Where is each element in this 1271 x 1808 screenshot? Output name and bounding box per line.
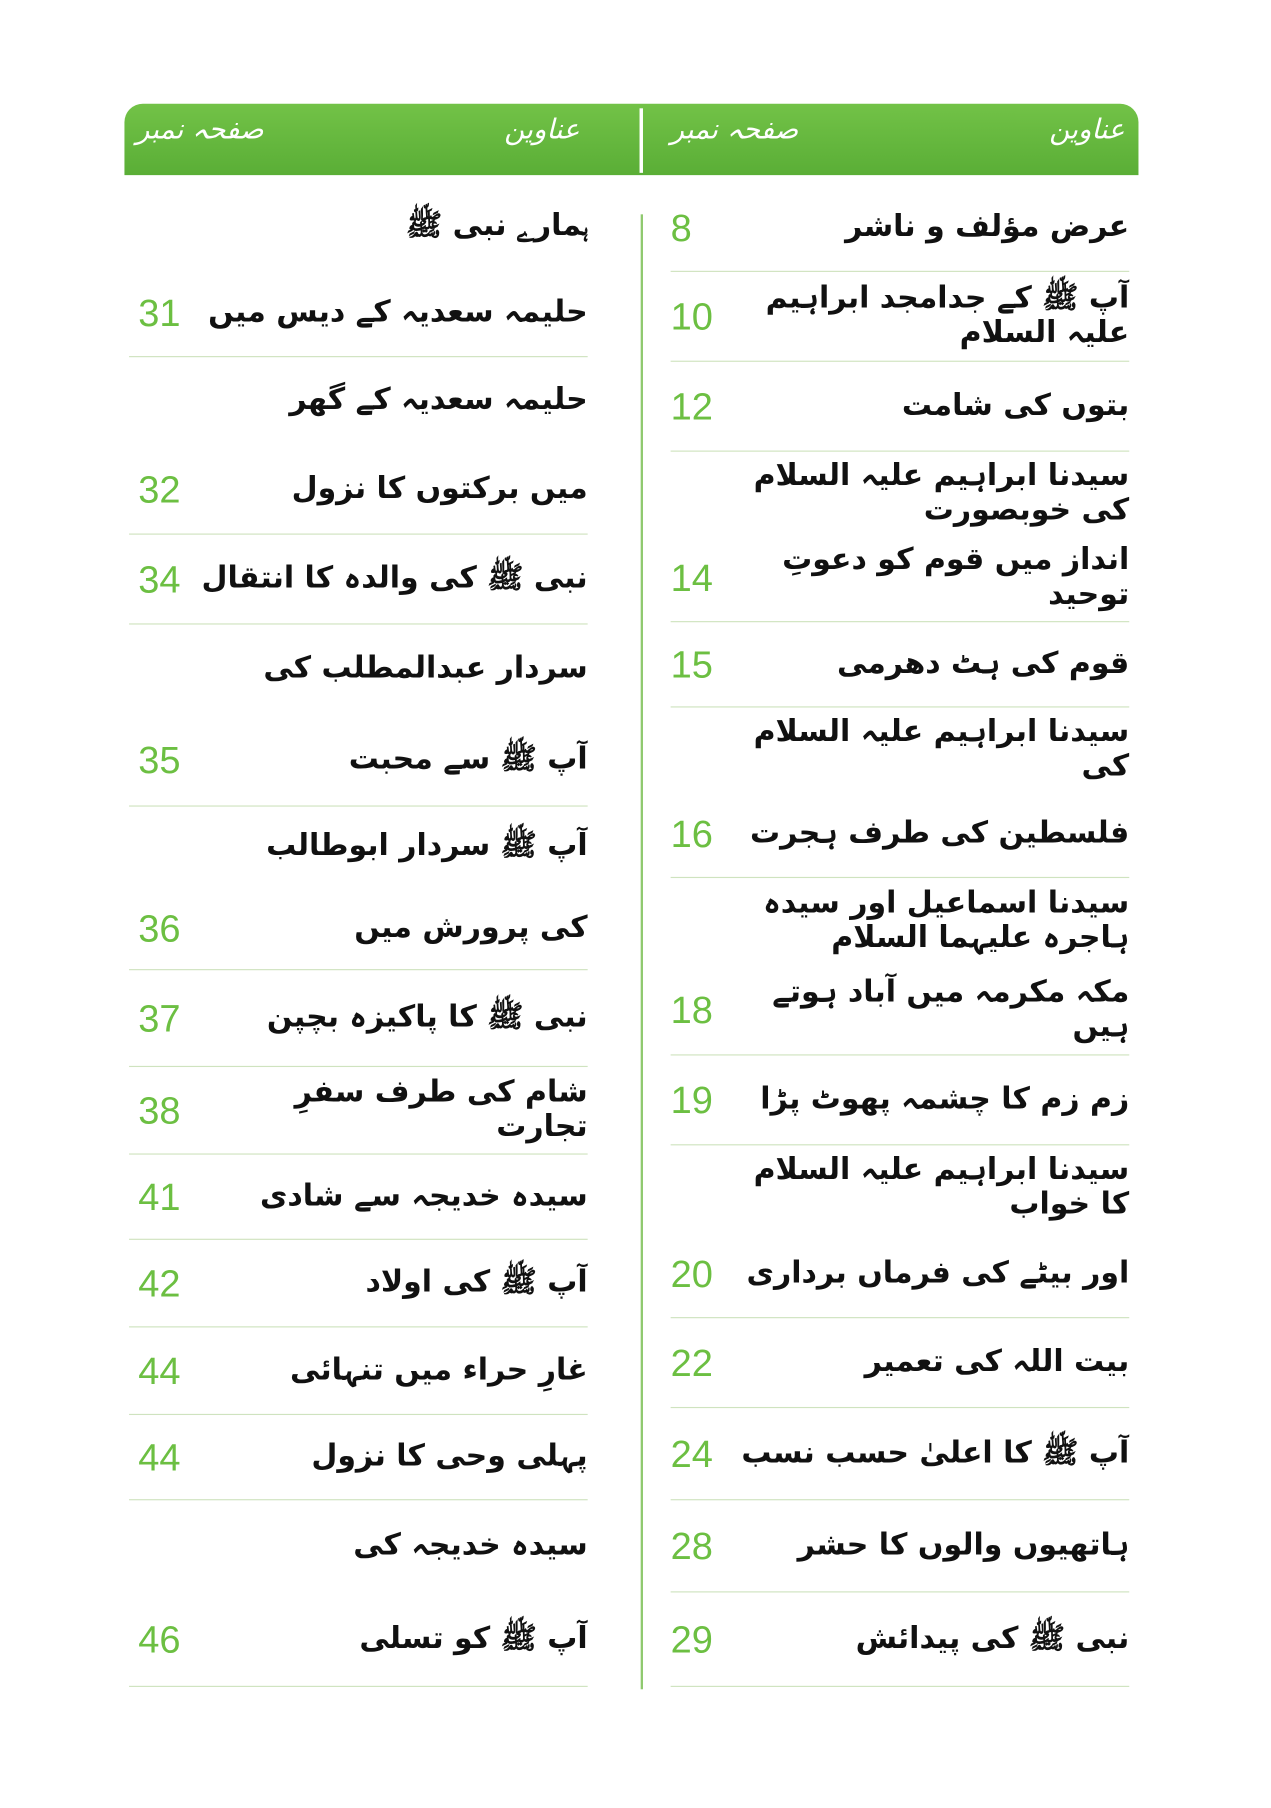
toc-entry-line bbox=[129, 1155, 588, 1239]
toc-entry-title: سیدنا ابراہیم علیہ السلام کی خوبصورت bbox=[753, 458, 1130, 528]
header-page-no-left: صفحہ نمبر bbox=[135, 112, 264, 146]
toc-page-number: 38 bbox=[138, 1088, 181, 1131]
toc-entry-title: انداز میں قوم کو دعوتِ توحید bbox=[782, 543, 1130, 613]
toc-entry-line bbox=[671, 792, 1130, 877]
toc-entry-line bbox=[671, 708, 1130, 793]
toc-entry-title: میں برکتوں کا نزول bbox=[291, 471, 588, 506]
toc-entry-title: ہمارے نبی ﷺ bbox=[406, 208, 588, 244]
toc-entry-line bbox=[671, 184, 1130, 270]
toc-entry-line bbox=[129, 1327, 588, 1413]
toc-entry-line bbox=[671, 878, 1130, 966]
toc-entry-title: کی پرورش میں bbox=[354, 910, 588, 945]
toc-entry[interactable] bbox=[671, 622, 1130, 707]
toc-entry-title: سردار عبدالمطلب کی bbox=[263, 651, 588, 686]
toc-entry-line bbox=[129, 270, 588, 356]
toc-page-number: 41 bbox=[138, 1174, 181, 1218]
toc-entry-title: پہلی وحی کا نزول bbox=[311, 1438, 588, 1474]
toc-entry-line bbox=[671, 362, 1130, 451]
toc-page-number: 34 bbox=[138, 557, 181, 600]
toc-page-number: 20 bbox=[670, 1252, 713, 1295]
toc-page-number: 32 bbox=[138, 467, 181, 511]
column-divider bbox=[641, 214, 643, 1689]
toc-entry[interactable] bbox=[129, 1240, 588, 1328]
toc-entry-line bbox=[671, 1592, 1130, 1685]
toc-entry-title: قوم کی ہٹ دھرمی bbox=[836, 645, 1130, 681]
toc-entry-title: سیدہ خدیجہ کی bbox=[353, 1528, 588, 1563]
toc-page-number: 10 bbox=[670, 294, 713, 338]
toc-page-number: 8 bbox=[670, 205, 692, 249]
toc-entry-title: آپ ﷺ کو تسلی bbox=[359, 1621, 588, 1656]
toc-entry-line bbox=[671, 1318, 1130, 1407]
toc-entry-title: فلسطین کی طرف ہجرت bbox=[749, 816, 1130, 851]
toc-entry[interactable] bbox=[129, 807, 588, 971]
header-titles-right: عناوین bbox=[1049, 112, 1125, 146]
toc-entry-line bbox=[671, 272, 1130, 361]
toc-entry-title: آپ ﷺ کی اولاد bbox=[365, 1264, 588, 1300]
toc-entry-line bbox=[129, 184, 588, 270]
toc-entry-line bbox=[129, 625, 588, 715]
toc-entry-line bbox=[129, 970, 588, 1066]
toc-entry-title: نبی ﷺ کی والدہ کا انتقال bbox=[201, 560, 588, 596]
toc-entry-title: نبی ﷺ کی پیدائش bbox=[855, 1620, 1130, 1656]
toc-page-number: 14 bbox=[670, 556, 713, 600]
toc-entry[interactable] bbox=[671, 1318, 1130, 1408]
toc-entry-title: شام کی طرف سفرِ تجارت bbox=[294, 1074, 588, 1144]
toc-entry[interactable] bbox=[671, 1145, 1130, 1318]
toc-entry-line bbox=[671, 1056, 1130, 1145]
toc-entry-line bbox=[129, 535, 588, 624]
toc-entry[interactable] bbox=[129, 1155, 588, 1240]
toc-entry[interactable] bbox=[129, 1327, 588, 1415]
toc-entry-line bbox=[671, 622, 1130, 706]
toc-page-number: 44 bbox=[138, 1435, 181, 1478]
toc-page-number: 22 bbox=[670, 1340, 713, 1384]
toc-entry[interactable] bbox=[671, 1500, 1130, 1592]
toc-page-number: 18 bbox=[670, 988, 713, 1032]
toc-page-number: 37 bbox=[138, 996, 181, 1039]
toc-entry-line bbox=[671, 1408, 1130, 1499]
toc-entry[interactable] bbox=[671, 1056, 1130, 1146]
toc-entry-title: بیت اللہ کی تعمیر bbox=[864, 1344, 1130, 1379]
toc-page-number: 19 bbox=[670, 1077, 713, 1121]
header-titles-left: عناوین bbox=[504, 112, 580, 146]
toc-page-number: 44 bbox=[138, 1348, 181, 1392]
toc-entry-line bbox=[129, 715, 588, 805]
toc-entry[interactable] bbox=[671, 1408, 1130, 1500]
toc-page-number: 35 bbox=[138, 738, 181, 781]
toc-entry[interactable] bbox=[129, 625, 588, 807]
toc-entry-title: سیدنا ابراہیم علیہ السلام کی bbox=[753, 714, 1130, 784]
toc-entry[interactable] bbox=[129, 184, 588, 357]
toc-entry-title: عرض مؤلف و ناشر bbox=[845, 209, 1130, 244]
toc-entry-line bbox=[129, 807, 588, 888]
toc-entry-line bbox=[671, 452, 1130, 537]
toc-page-number: 36 bbox=[138, 906, 181, 950]
toc-entry-title: غارِ حراء میں تنہائی bbox=[290, 1352, 588, 1387]
toc-entry-title: بتوں کی شامت bbox=[901, 387, 1130, 423]
toc-entry[interactable] bbox=[129, 1067, 588, 1155]
toc-entry-title: سیدنا ابراہیم علیہ السلام کا خواب bbox=[753, 1152, 1130, 1222]
toc-entry[interactable] bbox=[671, 272, 1130, 362]
toc-entry[interactable] bbox=[671, 362, 1130, 452]
toc-entry-title: مکہ مکرمہ میں آباد ہوتے ہیں bbox=[772, 974, 1130, 1044]
toc-entry-title: سیدنا اسماعیل اور سیدہ ہاجرہ علیہما السلام bbox=[763, 886, 1130, 956]
toc-page-number: 29 bbox=[670, 1617, 713, 1660]
toc-entry[interactable] bbox=[671, 708, 1130, 879]
toc-page-number: 24 bbox=[670, 1431, 713, 1475]
toc-entry-title: سیدہ خدیجہ سے شادی bbox=[259, 1178, 588, 1213]
toc-entry-line bbox=[129, 1067, 588, 1153]
toc-entry-title: نبی ﷺ کا پاکیزہ بچپن bbox=[266, 999, 588, 1035]
toc-entry[interactable] bbox=[129, 1415, 588, 1500]
toc-entry-line bbox=[129, 1500, 588, 1593]
toc-page-number: 28 bbox=[670, 1523, 713, 1567]
toc-entry-line bbox=[671, 1500, 1130, 1591]
toc-entry[interactable] bbox=[671, 184, 1130, 272]
toc-entry[interactable] bbox=[129, 357, 588, 534]
toc-entry-title: آپ ﷺ سے محبت bbox=[348, 741, 588, 777]
toc-page-number: 15 bbox=[670, 642, 713, 686]
toc-entry[interactable] bbox=[129, 1500, 588, 1687]
toc-entry-line bbox=[129, 357, 588, 445]
toc-page-number: 31 bbox=[138, 291, 181, 334]
toc-entry[interactable] bbox=[129, 970, 588, 1067]
toc-page-number: 46 bbox=[138, 1617, 181, 1661]
toc-entry-line bbox=[671, 1231, 1130, 1317]
toc-page-number: 16 bbox=[670, 812, 713, 856]
toc-entry-line bbox=[129, 888, 588, 969]
toc-entry-title: حلیمہ سعدیہ کے دیس میں bbox=[208, 294, 588, 330]
toc-entry-title: آپ ﷺ کے جدامجد ابراہیم علیہ السلام bbox=[765, 280, 1130, 350]
toc-entry-title: زم زم کا چشمہ پھوٹ پڑا bbox=[760, 1081, 1130, 1117]
toc-entry-title: حلیمہ سعدیہ کے گھر bbox=[289, 382, 588, 418]
toc-entry-title: آپ ﷺ سردار ابوطالب bbox=[266, 828, 588, 864]
contents-header-bar bbox=[124, 104, 1138, 175]
toc-entry-title: آپ ﷺ کا اعلیٰ حسب نسب bbox=[741, 1435, 1130, 1470]
toc-entry[interactable] bbox=[129, 535, 588, 625]
toc-entry-line bbox=[129, 1593, 588, 1686]
toc-entry-line bbox=[129, 445, 588, 533]
toc-page-number: 12 bbox=[670, 384, 713, 427]
toc-entry-line bbox=[671, 1145, 1130, 1231]
toc-entry-line bbox=[129, 1415, 588, 1499]
toc-entry[interactable] bbox=[671, 878, 1130, 1055]
header-divider bbox=[640, 108, 643, 173]
toc-entry-line bbox=[129, 1240, 588, 1326]
toc-entry-line bbox=[671, 966, 1130, 1054]
header-page-no-right: صفحہ نمبر bbox=[670, 112, 799, 146]
toc-entry[interactable] bbox=[671, 1592, 1130, 1686]
toc-entry-title: ہاتھیوں والوں کا حشر bbox=[797, 1527, 1130, 1562]
toc-entry[interactable] bbox=[671, 452, 1130, 623]
toc-page-number: 42 bbox=[138, 1261, 181, 1304]
toc-entry-title: اور بیٹے کی فرماں برداری bbox=[746, 1255, 1130, 1291]
toc-entry-line bbox=[671, 536, 1130, 621]
